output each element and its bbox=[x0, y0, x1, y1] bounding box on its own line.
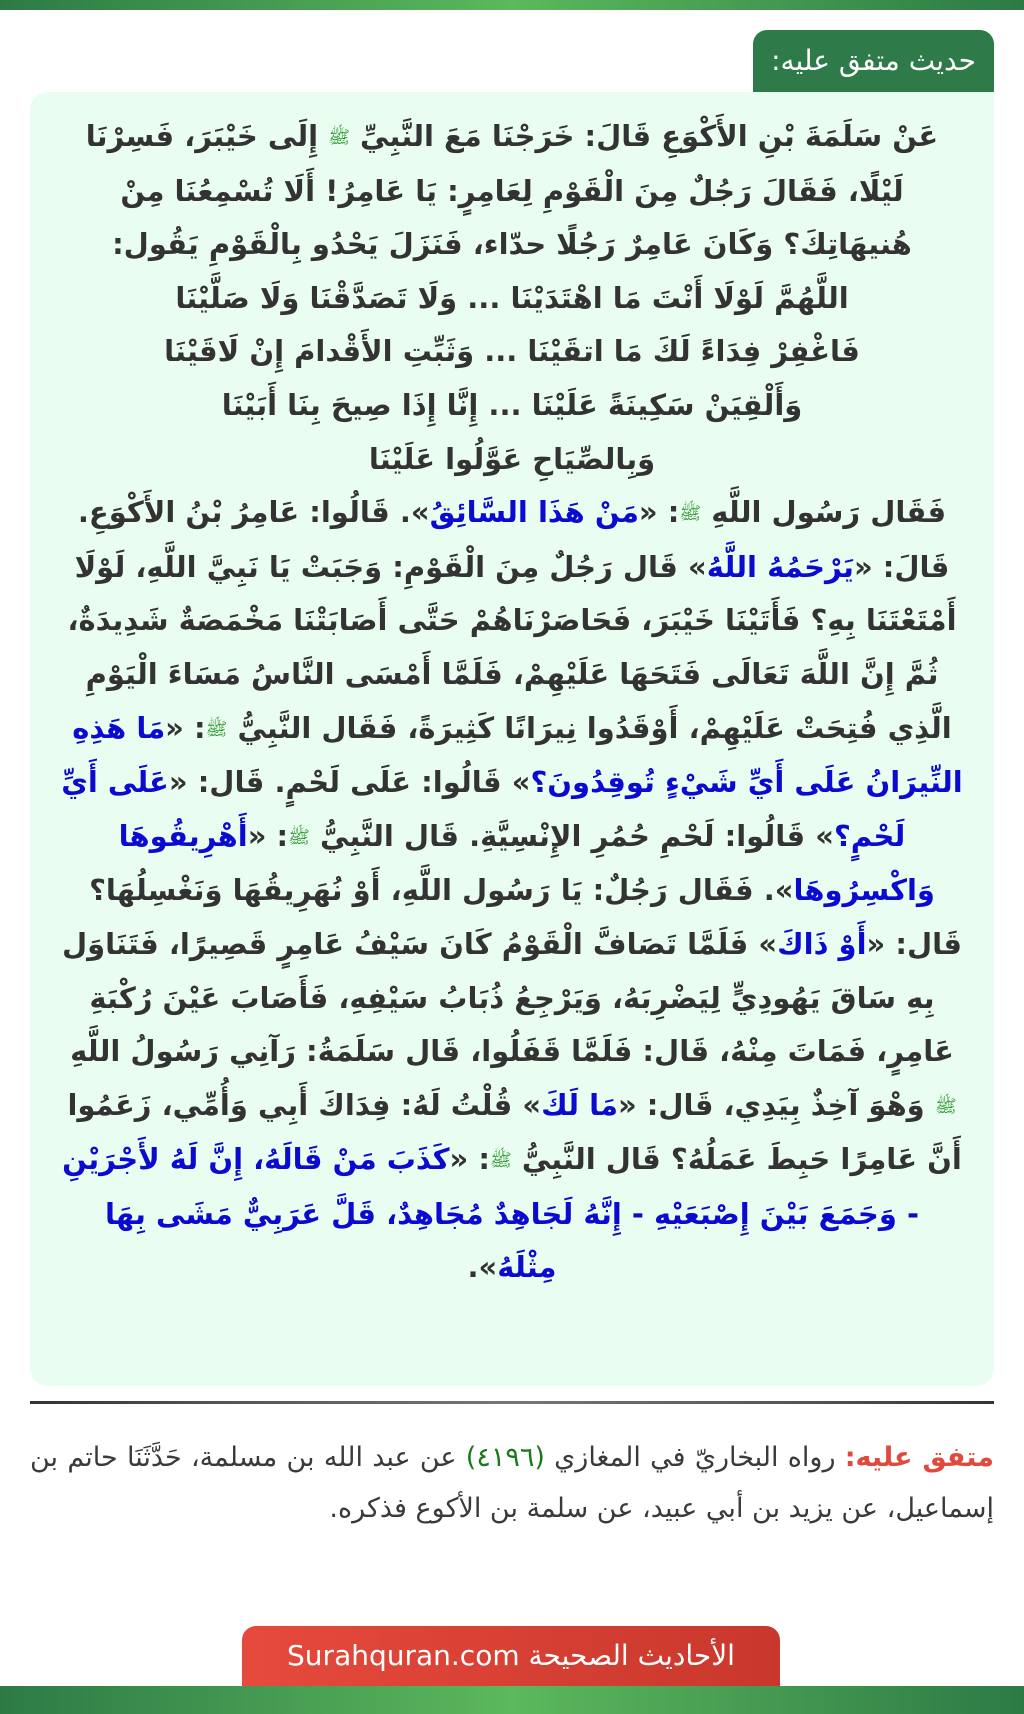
prophet-quote: أَوْ ذَاكَ bbox=[777, 926, 867, 961]
narration-text: » فَلَمَّا تَصَافَّ الْقَوْمُ كَانَ سَيْفُ عَامِرٍ قَصِيرًا، فَتَنَاوَل بِهِ سَاقَ يَهُودِيٍّ لِيَضْرِبَهُ، وَيَرْجِعُ ذُبَابُ سَيْفِهِ، فَأَصَابَ عَيْنَ رُكْبَةِ عَامِرٍ، فَمَاتَ مِنْهُ، قَال: فَلَمَّا قَفَلُوا، قَال سَلَمَةُ: رَآنِي رَسُولُ اللَّهِ bbox=[61, 926, 954, 1069]
prophet-quote: كَذَبَ مَنْ قَالَهُ، إِنَّ لَهُ لأَجْرَيْنِ - وَجَمَعَ بَيْنَ إِصْبَعَيْهِ - إِنَّهُ لَجَاهِدٌ مُجَاهِدٌ، قَلَّ عَرَبِيٌّ مَشَى بِهَا مِثْلَهُ bbox=[62, 1142, 919, 1285]
prophet-quote: مَا لَكَ bbox=[541, 1087, 618, 1122]
takhrij-text-before: رواه البخاريّ في المغازي bbox=[544, 1442, 845, 1473]
narration-text: : « bbox=[449, 1142, 490, 1177]
narration-text: ». فَقَال رَجُلٌ: يَا رَسُول اللَّهِ، أَوْ نُهَرِيقُهَا وَنَغْسِلُهَا؟ قَال: « bbox=[89, 873, 962, 961]
narration-text: » قُلْتُ لَهُ: فِدَاكَ أَبِي وَأُمِّي، زَعَمُوا أَنَّ عَامِرًا حَبِطَ عَمَلُهُ؟ قَال النَّبِيُّ bbox=[67, 1087, 962, 1177]
narration-text: فَاغْفِرْ فِدَاءً لَكَ مَا اتقَيْنَا ... وَثَبِّتِ الأَقْدامَ إِنْ لَاقَيْنَا bbox=[164, 334, 860, 369]
pbuh-honorific-icon: ﷺ bbox=[679, 503, 702, 525]
bottom-decorative-bar bbox=[0, 1686, 1024, 1714]
hadith-body bbox=[56, 110, 968, 1295]
pbuh-honorific-icon: ﷺ bbox=[328, 127, 350, 148]
narration-text: : « bbox=[165, 710, 206, 745]
narration-text: وَأَلْقِيَنْ سَكِينَةً عَلَيْنَا ... إِنَّا إِذَا صِيحَ بِنَا أَبَيْنَا bbox=[221, 387, 803, 422]
prophet-quote: أَهْرِيقُوهَا وَاكْسِرُوهَا bbox=[118, 818, 935, 908]
pbuh-honorific-icon: ﷺ bbox=[489, 1150, 512, 1172]
narration-text: وَهْوَ آخِذٌ بِيَدِي، قَال: « bbox=[617, 1087, 935, 1122]
takhrij-text-after: عن عبد الله بن مسلمة، حَدَّثَنَا حاتم بن إسماعيل، عن يزيد بن أبي عبيد، عن سلمة بن الأكوع فذكره. bbox=[30, 1442, 994, 1524]
narration-text: » قَالُوا: عَلَى لَحْمٍ. قَال: « bbox=[168, 765, 531, 800]
narration-text: » قَال رَجُلٌ مِنَ الْقَوْمِ: وَجَبَتْ يَا نَبِيَّ اللَّهِ، لَوْلَا أَمْتَعْتَنَا بِهِ؟ فَأَتَيْنَا خَيْبَرَ، فَحَاصَرْنَاهُمْ حَتَّى أَصَابَتْنَا مَخْمَصَةٌ شَدِيدَةٌ، ثُمَّ إِنَّ اللَّهَ تَعَالَى فَتَحَهَا عَلَيْهِمْ، فَلَمَّا أَمْسَى النَّاسُ مَسَاءَ الْيَوْمِ الَّذِي فُتِحَتْ عَلَيْهِمْ، أَوْقَدُوا نِيرَانًا كَثِيرَةً، فَقَال النَّبِيُّ bbox=[67, 549, 957, 745]
pbuh-honorific-icon: ﷺ bbox=[288, 826, 310, 848]
pbuh-honorific-icon: ﷺ bbox=[205, 718, 228, 740]
prophet-quote: مَا هَذِهِ النِّيرَانُ عَلَى أَيِّ شَيْءٍ تُوقِدُونَ؟ bbox=[72, 710, 963, 800]
section-divider bbox=[30, 1401, 994, 1404]
narration-text: فَقَال رَسُول اللَّهِ bbox=[701, 495, 947, 530]
narration-text: ». قَالُوا: عَامِرُ بْنُ الأَكْوَعِ. قَالَ: « bbox=[77, 495, 950, 584]
narration-text: : « bbox=[638, 495, 680, 530]
site-link-text[interactable]: الأحاديث الصحيحة Surahquran.com bbox=[287, 1639, 735, 1672]
section-title-text: حديث متفق عليه: bbox=[771, 44, 976, 77]
prophet-quote: يَرْحَمُهُ اللَّهُ bbox=[706, 549, 854, 584]
narration-text: وَبِالصِّيَاحِ عَوَّلُوا عَلَيْنَا bbox=[368, 441, 656, 476]
narration-text: إِلَى خَيْبَرَ، فَسِرْنَا لَيْلًا، فَقَالَ رَجُلٌ مِنَ الْقَوْمِ لِعَامِرٍ: يَا عَامِرُ! أَلَا تُسْمِعُنَا مِنْ هُنيهَاتِكَ؟ وَكَانَ عَامِرٌ رَجُلًا حدّاء، فَنَزَلَ يَحْدُو بِالْقَوْمِ يَقُول: bbox=[85, 119, 912, 262]
narration-text: » قَالُوا: لَحْمِ حُمُرِ الإِنْسِيَّةِ. قَال النَّبِيُّ bbox=[309, 818, 834, 853]
hadith-number: (٤١٩٦) bbox=[465, 1442, 545, 1473]
narration-text: ». bbox=[467, 1250, 498, 1285]
takhrij-paragraph bbox=[30, 1432, 994, 1534]
pbuh-honorific-icon: ﷺ bbox=[934, 1095, 957, 1117]
top-decorative-bar bbox=[0, 0, 1024, 10]
prophet-quote: عَلَى أَيِّ لَحْمٍ؟ bbox=[61, 765, 906, 853]
narration-text: اللَّهُمَّ لَوْلَا أَنْتَ مَا اهْتَدَيْنَا ... وَلَا تَصَدَّقْنَا وَلَا صَلَّيْنَا bbox=[175, 280, 849, 315]
narration-text: : « bbox=[247, 818, 289, 853]
prophet-quote: مَنْ هَذَا السَّائِقُ bbox=[429, 495, 639, 530]
takhrij-label: متفق عليه: bbox=[844, 1442, 994, 1473]
hadith-text-box bbox=[30, 92, 994, 1386]
site-link-badge[interactable] bbox=[242, 1626, 780, 1686]
section-title bbox=[753, 30, 994, 92]
narration-text: عَنْ سَلَمَةَ بْنِ الأَكْوَعِ قَالَ: خَرَجْنَا مَعَ النَّبِيِّ bbox=[349, 119, 939, 153]
